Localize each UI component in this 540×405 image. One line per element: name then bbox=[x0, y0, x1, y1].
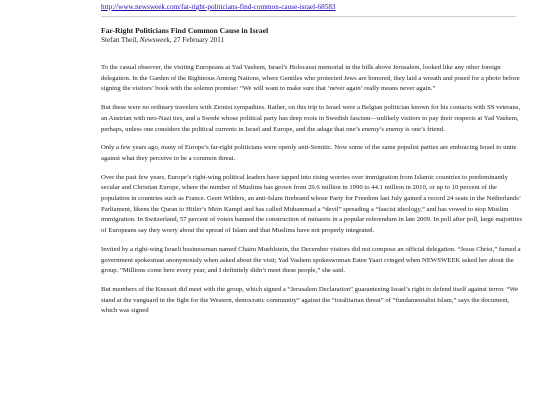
header-divider bbox=[101, 16, 516, 17]
paragraph: Invited by a right-wing Israeli businessman named Chaim Muehlstein, the December visitors did not compose an official delegation. “Jesus Christ,” fumed a government spokesman anonymously when asked about the visit; Yad Vashem spokeswoman Estee Yaari cringed when NEWSWEEK asked her about the group. “Millions come here every year, and I definitely didn’t meet these people,” she said. bbox=[101, 245, 521, 275]
byline-author: Stefan Theil, bbox=[101, 36, 140, 44]
article-title: Far-Right Politicians Find Common Cause in Israel bbox=[101, 26, 269, 35]
paragraph: To the casual observer, the visiting Europeans at Yad Vashem, Israel’s Holocaust memorial in the hills above Jerusalem, looked like any other foreign delegation. In the Garden of the Righteous Among Nations, where Gentiles who protected Jews are honored, they laid a wreath and posed for a photo before signing the visitors’ book with the solemn promise: “We will want to make sure that ‘never again’ really means never again.” bbox=[101, 64, 520, 93]
byline-publication: Newsweek bbox=[139, 36, 170, 44]
article-byline bbox=[101, 36, 224, 44]
article-body bbox=[101, 63, 523, 325]
paragraph: But these were no ordinary travelers with Zionist sympathies. Rather, on this trip to Israel were a Belgian politician known for his contacts with SS veterans, an Austrian with neo-Nazi ties, and a Swede whose political party has deep roots in Swedish fascism—unlikely visitors to pay their respects at Yad Vashem, perhaps, unless one considers the political currents in Israel and Europe, and the adage that one’s enemy’s enemy is one’s friend. bbox=[101, 104, 521, 133]
byline-date: , 27 February 2011 bbox=[169, 36, 225, 44]
paragraph: But members of the Knesset did meet with the group, which signed a “Jerusalem Declaration” guaranteeing Israel’s right to defend itself against terror. “We stand at the vanguard in the fight for the Western, democratic community” against the “totalitarian threat” of “fundamentalist Islam,” says the document, which was signed bbox=[101, 285, 519, 315]
article-url-link[interactable]: http://www.newsweek.com/far-right-politicians-find-common-cause-israel-68583 bbox=[101, 3, 336, 11]
paragraph: Over the past few years, Europe’s right-wing political leaders have tapped into rising worries over immigration from Islamic countries to predominantly secular and Christian Europe, where the number of Muslims has grown from 29.6 million in 1990 to 44.1 million in 2010, or up to 10 percent of the population in countries such as France. Geert Wilders, an anti-Islam firebrand whose Party for Freedom last July gained a record 24 seats in the Netherlands’ Parliament, likens the Quran to Hitler’s Mein Kampf and has called Muhammad a “devil” spreading a “fascist ideology,” and has vowed to stop Muslim immigration. In Switzerland, 57 percent of voters banned the construction of minarets in a popular referendum in late 2009. In poll after poll, large majorities of Europeans say they worry about the spread of Islam and that Muslims have not properly integrated. bbox=[101, 173, 523, 235]
paragraph: Only a few years ago, many of Europe’s far-right politicians were openly anti-Semitic. Now some of the same populist parties are embracing Israel to unite against what they perceive to be a common threat. bbox=[101, 144, 517, 162]
